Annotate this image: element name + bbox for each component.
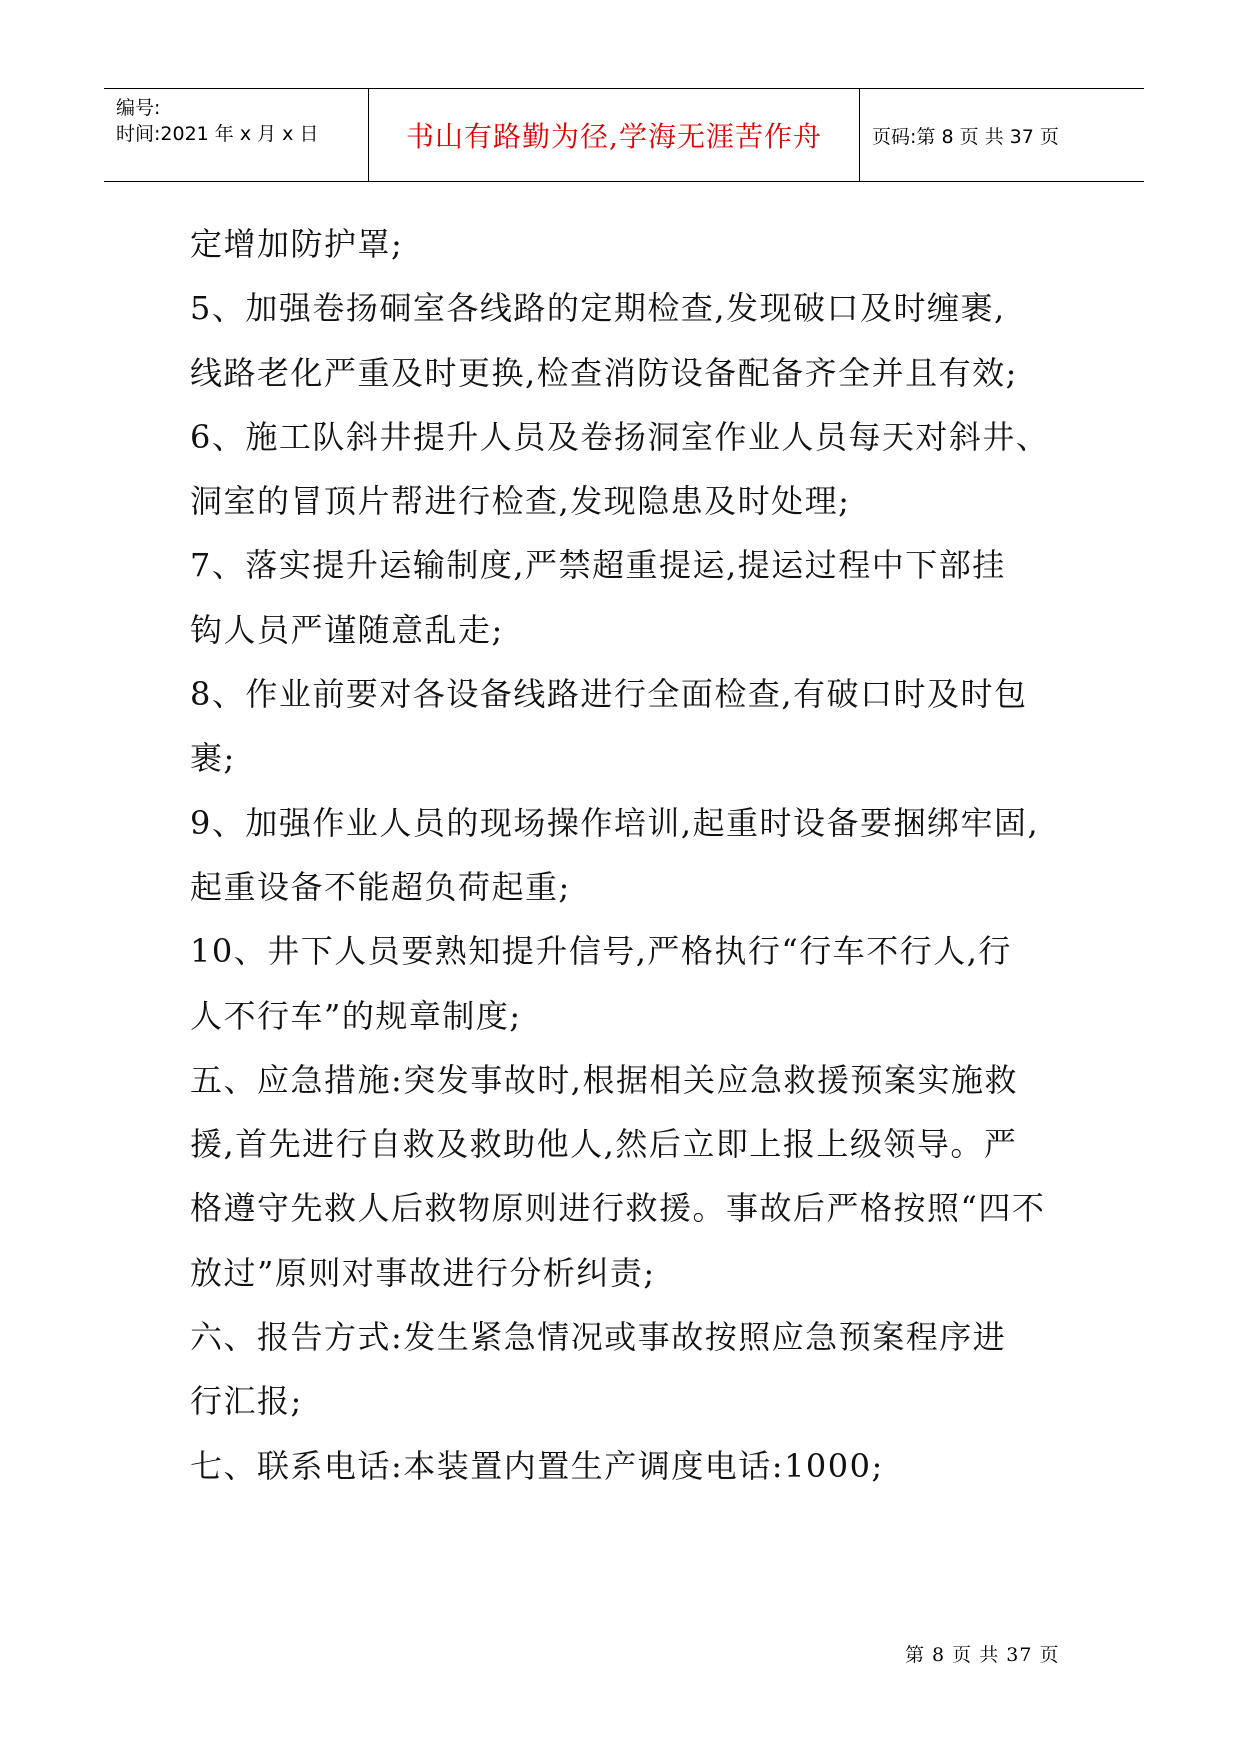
time-label: 时间:2021 年 x 月 x 日 (116, 123, 319, 145)
header-page-cell (860, 89, 1144, 181)
body-line: 放过”原则对事故进行分析纠责; (190, 1253, 656, 1292)
header-meta-cell (104, 89, 369, 181)
body-line: 洞室的冒顶片帮进行检查,发现隐患及时处理; (190, 482, 851, 521)
body-line: 援,首先进行自救及救助他人,然后立即上报上级领导。严 (190, 1125, 1018, 1164)
header-motto: 书山有路勤为径,学海无涯苦作舟 (406, 120, 822, 153)
body-line: 格遵守先救人后救物原则进行救援。事故后严格按照“四不 (190, 1189, 1046, 1228)
body-line: 6、施工队斜井提升人员及卷扬洞室作业人员每天对斜井、 (190, 417, 1050, 456)
body-line: 8、作业前要对各设备线路进行全面检查,有破口时及时包 (190, 675, 1028, 714)
header-motto-cell (369, 89, 860, 181)
body-line: 钩人员严谨随意乱走; (190, 610, 504, 649)
body-line: 10、井下人员要熟知提升信号,严格执行“行车不行人,行 (190, 932, 1012, 971)
header-page-code: 页码:第 8 页 共 37 页 (872, 125, 1059, 148)
body-text (190, 212, 1090, 1498)
body-line: 定增加防护罩; (190, 225, 404, 263)
body-line: 起重设备不能超负荷起重; (190, 867, 571, 906)
body-line: 裹; (190, 739, 236, 778)
serial-label: 编号: (116, 97, 161, 119)
body-line: 六、报告方式:发生紧急情况或事故按照应急预案程序进 (190, 1318, 1007, 1357)
page-header (104, 88, 1144, 182)
body-line: 七、联系电话:本装置内置生产调度电话:1000; (190, 1446, 884, 1485)
body-line: 9、加强作业人员的现场操作培训,起重时设备要捆绑牢固, (190, 803, 1040, 842)
body-line: 人不行车”的规章制度; (190, 996, 522, 1035)
body-line: 7、落实提升运输制度,严禁超重提运,提运过程中下部挂 (190, 546, 1006, 585)
body-line: 五、应急措施:突发事故时,根据相关应急救援预案实施救 (190, 1060, 1018, 1099)
body-line: 5、加强卷扬硐室各线路的定期检查,发现破口及时缠裹, (190, 289, 1006, 328)
body-line: 线路老化严重及时更换,检查消防设备配备齐全并且有效; (190, 353, 1018, 392)
page-footer: 第 8 页 共 37 页 (905, 1644, 1060, 1666)
body-line: 行汇报; (190, 1382, 303, 1421)
